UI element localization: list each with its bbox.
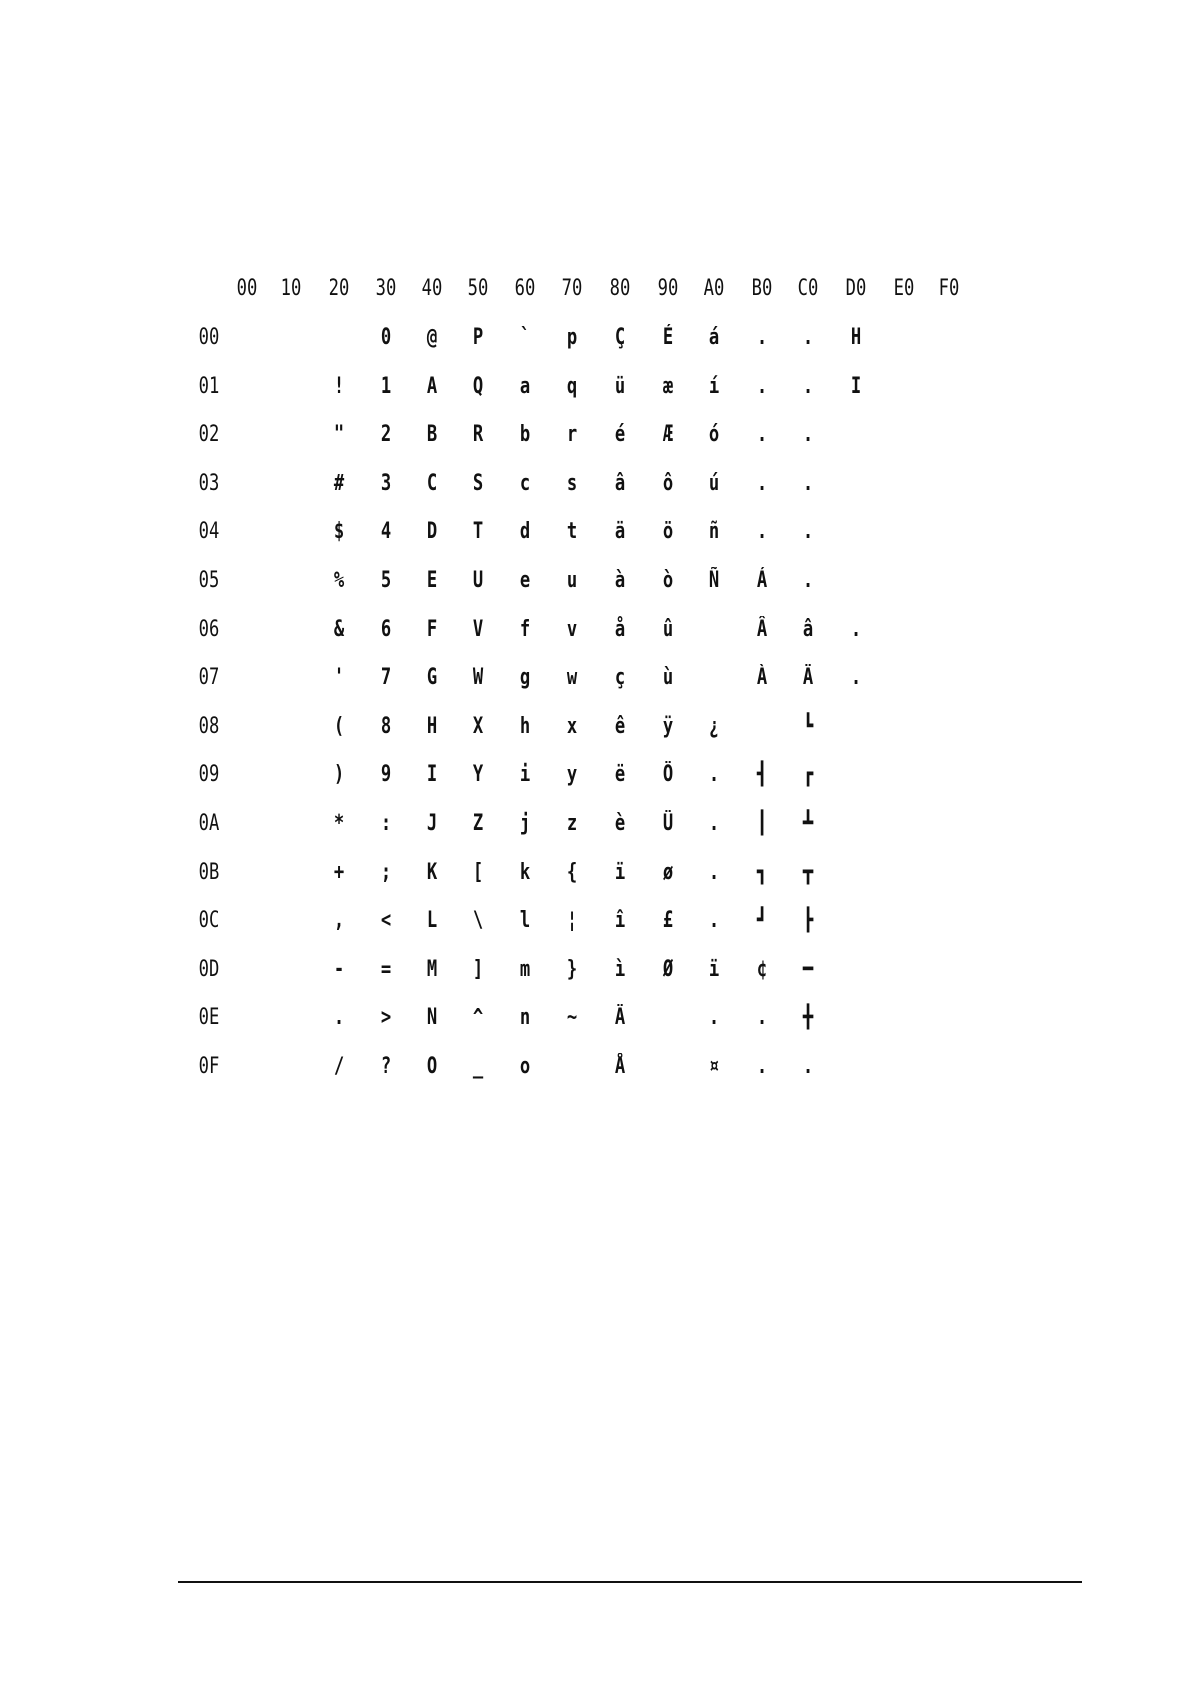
- character-cell: ?: [380, 1054, 392, 1079]
- column-header: 00: [236, 276, 258, 301]
- character-cell: u: [566, 568, 578, 593]
- character-cell: +: [333, 859, 345, 885]
- character-cell: *: [333, 811, 345, 836]
- character-cell: 1: [380, 373, 392, 399]
- character-cell: >: [380, 1005, 392, 1031]
- character-cell: B: [426, 422, 438, 448]
- row-header: 0E: [198, 1005, 220, 1031]
- character-cell: E: [426, 568, 438, 593]
- character-cell: z: [566, 811, 578, 836]
- character-cell: G: [426, 665, 438, 691]
- character-cell: ø: [662, 859, 674, 885]
- character-cell: ô: [662, 470, 674, 496]
- character-cell: æ: [662, 373, 674, 399]
- character-cell: ┃: [756, 811, 768, 836]
- character-cell: î: [614, 908, 626, 934]
- character-cell: A: [426, 373, 438, 399]
- character-cell: Ö: [662, 762, 674, 788]
- row-header: 08: [198, 713, 220, 739]
- character-cell: .: [850, 616, 862, 642]
- character-cell: t: [566, 519, 578, 545]
- character-cell: 5: [380, 568, 392, 593]
- row-header: 06: [198, 616, 220, 642]
- character-cell: ┳: [802, 859, 814, 885]
- character-cell: }: [566, 956, 578, 982]
- column-header: 20: [328, 276, 350, 301]
- character-cell: M: [426, 956, 438, 982]
- character-cell: Å: [614, 1054, 626, 1079]
- row-header: 0D: [198, 956, 220, 982]
- character-cell: Ü: [662, 811, 674, 836]
- character-cell: Z: [472, 811, 484, 836]
- character-cell: ç: [614, 665, 626, 691]
- character-cell: {: [566, 859, 578, 885]
- character-cell: H: [850, 325, 862, 350]
- character-cell: ò: [662, 568, 674, 593]
- character-cell: P: [472, 325, 484, 350]
- row-header: 05: [198, 568, 220, 593]
- character-cell: ¦: [566, 908, 578, 934]
- character-cell: .: [708, 762, 720, 788]
- character-cell: û: [662, 616, 674, 642]
- character-cell: .: [756, 373, 768, 399]
- row-header: 03: [198, 470, 220, 496]
- character-cell: 2: [380, 422, 392, 448]
- column-header: 70: [561, 276, 583, 301]
- column-header: 90: [657, 276, 679, 301]
- character-cell: ┛: [756, 908, 768, 934]
- character-cell: Ñ: [708, 568, 720, 593]
- character-cell: ë: [614, 762, 626, 788]
- character-cell: U: [472, 568, 484, 593]
- character-cell: å: [614, 616, 626, 642]
- character-cell: H: [426, 713, 438, 739]
- character-cell: <: [380, 908, 392, 934]
- character-cell: N: [426, 1005, 438, 1031]
- character-cell: ┓: [756, 859, 768, 885]
- character-cell: 8: [380, 713, 392, 739]
- character-cell: c: [519, 470, 531, 496]
- character-cell: À: [756, 665, 768, 691]
- character-cell: .: [756, 470, 768, 496]
- character-cell: ┫: [756, 762, 768, 788]
- character-cell: l: [519, 908, 531, 934]
- character-cell: &: [333, 616, 345, 642]
- character-cell: o: [519, 1054, 531, 1079]
- character-cell: #: [333, 470, 345, 496]
- row-header: 04: [198, 519, 220, 545]
- character-cell: ù: [662, 665, 674, 691]
- character-cell: .: [708, 811, 720, 836]
- character-cell: Ä: [802, 665, 814, 691]
- character-cell: ¿: [708, 713, 720, 739]
- row-header: 0B: [198, 859, 220, 885]
- character-cell: W: [472, 665, 484, 691]
- character-cell: .: [756, 1005, 768, 1031]
- character-cell: (: [333, 713, 345, 739]
- character-cell: e: [519, 568, 531, 593]
- column-header: C0: [797, 276, 819, 301]
- character-cell: m: [519, 956, 531, 982]
- character-cell: Y: [472, 762, 484, 788]
- character-cell: I: [426, 762, 438, 788]
- character-cell: ì: [614, 956, 626, 982]
- character-cell: n: [519, 1005, 531, 1031]
- character-cell: ┣: [802, 908, 814, 934]
- row-header: 09: [198, 762, 220, 788]
- character-cell: Ø: [662, 956, 674, 982]
- character-cell: 9: [380, 762, 392, 788]
- character-cell: .: [756, 1054, 768, 1079]
- character-cell: !: [333, 373, 345, 399]
- column-header: 10: [280, 276, 302, 301]
- character-cell: V: [472, 616, 484, 642]
- character-cell: j: [519, 811, 531, 836]
- character-cell: ]: [472, 956, 484, 982]
- character-cell: O: [426, 1054, 438, 1079]
- character-cell: í: [708, 373, 720, 399]
- character-cell: .: [756, 325, 768, 350]
- character-cell: .: [802, 1054, 814, 1079]
- character-cell: .: [802, 519, 814, 545]
- character-cell: ": [333, 422, 345, 448]
- character-cell: f: [519, 616, 531, 642]
- row-header: 07: [198, 665, 220, 691]
- character-cell: [: [472, 859, 484, 885]
- character-cell: J: [426, 811, 438, 836]
- character-cell: Æ: [662, 422, 674, 448]
- character-cell: é: [614, 422, 626, 448]
- character-cell: .: [802, 568, 814, 593]
- character-cell: C: [426, 470, 438, 496]
- character-cell: .: [333, 1005, 345, 1031]
- column-header: 40: [421, 276, 443, 301]
- column-header: 30: [375, 276, 397, 301]
- character-cell: ~: [566, 1005, 578, 1031]
- character-cell: ^: [472, 1005, 484, 1031]
- character-cell: ü: [614, 373, 626, 399]
- character-cell: @: [426, 325, 438, 350]
- character-cell: .: [756, 422, 768, 448]
- character-cell: ┗: [802, 713, 814, 739]
- character-cell: b: [519, 422, 531, 448]
- character-cell: :: [380, 811, 392, 836]
- column-header: A0: [703, 276, 725, 301]
- character-cell: ): [333, 762, 345, 788]
- character-cell: É: [662, 325, 674, 350]
- character-cell: F: [426, 616, 438, 642]
- character-cell: è: [614, 811, 626, 836]
- character-cell: ╋: [802, 1005, 814, 1031]
- character-cell: D: [426, 519, 438, 545]
- character-cell: T: [472, 519, 484, 545]
- character-cell: ┻: [802, 811, 814, 836]
- character-cell: ━: [802, 956, 814, 982]
- character-cell: r: [566, 422, 578, 448]
- row-header: 02: [198, 422, 220, 448]
- character-cell: ï: [708, 956, 720, 982]
- character-cell: \: [472, 908, 484, 934]
- row-header: 0A: [198, 811, 220, 836]
- character-cell: â: [614, 470, 626, 496]
- character-cell: =: [380, 956, 392, 982]
- character-cell: .: [850, 665, 862, 691]
- character-cell: 0: [380, 325, 392, 350]
- character-cell: â: [802, 616, 814, 642]
- character-cell: /: [333, 1054, 345, 1079]
- column-header: D0: [845, 276, 867, 301]
- character-cell: ú: [708, 470, 720, 496]
- character-cell: h: [519, 713, 531, 739]
- character-cell: ': [333, 665, 345, 691]
- character-cell: Q: [472, 373, 484, 399]
- character-cell: 6: [380, 616, 392, 642]
- character-cell: .: [708, 1005, 720, 1031]
- character-cell: Ç: [614, 325, 626, 350]
- character-cell: g: [519, 665, 531, 691]
- character-cell: d: [519, 519, 531, 545]
- character-cell: k: [519, 859, 531, 885]
- column-header: 80: [609, 276, 631, 301]
- character-cell: à: [614, 568, 626, 593]
- character-cell: i: [519, 762, 531, 788]
- character-cell: 7: [380, 665, 392, 691]
- character-cell: .: [708, 908, 720, 934]
- character-cell: I: [850, 373, 862, 399]
- column-header: 50: [467, 276, 489, 301]
- character-cell: Á: [756, 568, 768, 593]
- character-cell: ¤: [708, 1054, 720, 1079]
- row-header: 0C: [198, 908, 220, 934]
- character-cell: .: [802, 373, 814, 399]
- character-cell: .: [802, 422, 814, 448]
- character-cell: x: [566, 713, 578, 739]
- character-cell: X: [472, 713, 484, 739]
- character-cell: a: [519, 373, 531, 399]
- footer-rule: [178, 1581, 1082, 1583]
- character-cell: L: [426, 908, 438, 934]
- column-header: E0: [893, 276, 915, 301]
- character-cell: ä: [614, 519, 626, 545]
- row-header: 01: [198, 373, 220, 399]
- character-cell: 3: [380, 470, 392, 496]
- character-cell: q: [566, 373, 578, 399]
- character-cell: ê: [614, 713, 626, 739]
- character-cell: .: [756, 519, 768, 545]
- character-cell: ¢: [756, 956, 768, 982]
- character-cell: ;: [380, 859, 392, 885]
- character-cell: Ä: [614, 1005, 626, 1031]
- character-cell: R: [472, 422, 484, 448]
- character-cell: ñ: [708, 519, 720, 545]
- character-cell: .: [708, 859, 720, 885]
- row-header: 00: [198, 325, 220, 350]
- character-cell: .: [802, 325, 814, 350]
- character-cell: w: [566, 665, 578, 691]
- row-header: 0F: [198, 1054, 220, 1079]
- character-cell: Â: [756, 616, 768, 642]
- character-cell: 4: [380, 519, 392, 545]
- character-cell: S: [472, 470, 484, 496]
- column-header: B0: [751, 276, 773, 301]
- character-cell: .: [802, 470, 814, 496]
- character-cell: K: [426, 859, 438, 885]
- character-cell: s: [566, 470, 578, 496]
- character-cell: `: [519, 325, 531, 350]
- character-cell: ö: [662, 519, 674, 545]
- character-cell: y: [566, 762, 578, 788]
- character-cell: v: [566, 616, 578, 642]
- column-header: 60: [514, 276, 536, 301]
- character-cell: £: [662, 908, 674, 934]
- character-cell: %: [333, 568, 345, 593]
- character-cell: _: [472, 1054, 484, 1079]
- character-cell: $: [333, 519, 345, 545]
- character-cell: á: [708, 325, 720, 350]
- column-header: F0: [938, 276, 960, 301]
- character-cell: ,: [333, 908, 345, 934]
- character-cell: ÿ: [662, 713, 674, 739]
- character-cell: -: [333, 956, 345, 982]
- character-cell: p: [566, 325, 578, 350]
- character-cell: ┏: [802, 762, 814, 788]
- character-cell: ó: [708, 422, 720, 448]
- character-cell: ï: [614, 859, 626, 885]
